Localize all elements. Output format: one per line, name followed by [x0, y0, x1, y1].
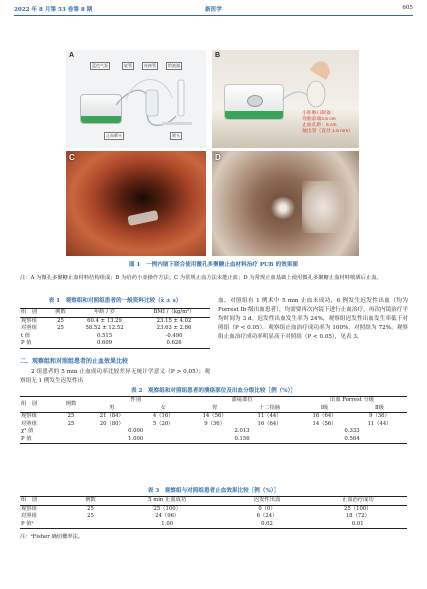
- tag-sprayer: 喷头: [172, 133, 180, 138]
- panel-label-a: A: [69, 52, 75, 59]
- panel-label-b: B: [215, 52, 221, 59]
- table-row: χ² 值 0.000 2.013 0.333: [21, 428, 360, 434]
- table-row: P 值 0.609 0.626: [20, 340, 210, 348]
- table3-caption: 表 3 观察组与对照组患者止血效果比较［例（%）］: [147, 488, 280, 494]
- table3: 组 别 例数 5 min 止血成功 迟发性出血 止血治疗成功 观察组 25 25（100） 0（0） 25（100） 对照组 25 24（96） 6（24） 18（72） P 值ᵃ 1.00 0.02 0.01: [20, 496, 407, 529]
- table-row: 观察组 25 60.4 ± 13.29 23.15 ± 4.02: [21, 317, 192, 324]
- right-column-text: 血，对照组有 1 例术中 5 min 止血未成功，6 例发生迟发性出血（均为 Forrest Ⅰb 级出血患者），均需要再次内镜下进行止血治疗，再次内镜治疗平均时间为 3 d。迟发性出血发生率为 24%，观察组迟发性出血发生率低于对照组（P < 0.05）。观察组止血治疗成功率为 100%，对照组为 72%，观察组止血治疗成功率明显高于对照组（P < 0.05），见表 3。: [218, 298, 408, 340]
- section-title: 二、观察组和对照组患者的止血效果比较: [20, 357, 129, 365]
- table-row: 对照组 25 24（96） 6（24） 18（72）: [21, 513, 370, 519]
- panel-label-d: D: [215, 153, 221, 162]
- page-header: [14, 4, 413, 16]
- journal-title: 新医学: [205, 7, 222, 13]
- table-row: t 值 0.515 -0.490: [21, 332, 183, 339]
- table-row: P 值 1.000 0.156 0.564: [20, 436, 407, 444]
- page-number: 605: [402, 5, 413, 11]
- tubing-drawing: [66, 50, 206, 148]
- figure-panel-b: [212, 50, 359, 148]
- panel-label-c: C: [69, 153, 75, 162]
- table-row: 观察组 25 25（100） 0（0） 25（100）: [21, 505, 372, 512]
- tag-applicator: 给液器: [168, 63, 180, 68]
- table2-block: [20, 386, 407, 444]
- table2-caption: 表 2 观察组和对照组患者的溃疡部位及出血分级比较［例（%）］: [131, 388, 296, 394]
- figure-panel-c-endoscopy: [66, 151, 206, 256]
- annotation-red: 小卧喉口制备： 弯曲前端4.5 cm 止血孔距：5 cm 抽出管（直径 1.5 mm）: [302, 111, 353, 134]
- section-paragraph: 2 组患者的 5 min 止血成功率比较差异无统计学意义（P > 0.05）；观察组无 1 例发生迟发性出: [20, 368, 210, 384]
- table1-caption: 表 1 观察组和对照组患者的一般资料比较（x̄ ± s）: [48, 298, 182, 304]
- table1: 组 别 例数 年龄 / 岁 BMI /（kg/m²） 观察组 25 60.4 ± 13.29 23.15 ± 4.02 对照组 25 58.52 ± 12.52 23.63 ± 2.86 t 值 0.515 -0.490 P 值 0.609 0.626: [20, 308, 210, 349]
- table-row: 对照组 25 20（80） 5（20） 9（36） 16（64） 14（56） 11（44）: [21, 420, 392, 427]
- left-column: [20, 297, 210, 386]
- powder-area: [302, 181, 344, 233]
- table3-block: [20, 486, 407, 540]
- tag-nozzle: 止血喷头: [106, 133, 122, 138]
- clip-shape: [127, 210, 158, 226]
- table-row: 观察组 25 21（84） 4（16） 14（56） 11（44） 16（64） 9（36）: [21, 413, 390, 419]
- table2: 组 别 例数 性别 溃疡部位 出血 Forrest 分级 男 女 胃 十二指肠 Ⅰ级 Ⅱ级 观察组 25 21（84） 4（16） 14（56） 11（44） 16（64） 9（36） 对照组 25 20（80） 5（20） 9（36） 16（64） 14（56） 11（44） χ² 值 0.000 2.013 0.333 P 值 1.000 0.156 0.564: [20, 396, 407, 444]
- tag-hose: 软管: [124, 63, 132, 68]
- figure-panel-d-endoscopy: [212, 151, 359, 256]
- table3-note: 注：ᵃFisher 确切概率法。: [20, 534, 84, 540]
- ulcer-spot: [270, 197, 296, 219]
- table-row: 对照组 25 58.52 ± 12.52 23.63 ± 2.86: [21, 325, 192, 331]
- table-row: P 值ᵃ 1.00 0.02 0.01: [20, 521, 407, 529]
- journal-issue: 2022 年 8 月第 53 卷第 8 期: [14, 7, 93, 13]
- tag-connector: 连接管: [144, 63, 156, 68]
- figure-caption: 图 1 一例内镜下联合使用微孔多聚糖止血材料治疗 PUB 的效果图: [129, 262, 298, 268]
- figure-panel-a: [66, 50, 206, 148]
- figure-note: 注：A 为微孔多聚糖止血材料结构组成；B 为给药小壶操作方法；C 为常规止血方法未能止血；D 为常规止血基础上使用微孔多聚糖止血材料喷洒后止血。: [20, 275, 382, 281]
- tag-air-pump: 蓝色气泵: [92, 63, 108, 68]
